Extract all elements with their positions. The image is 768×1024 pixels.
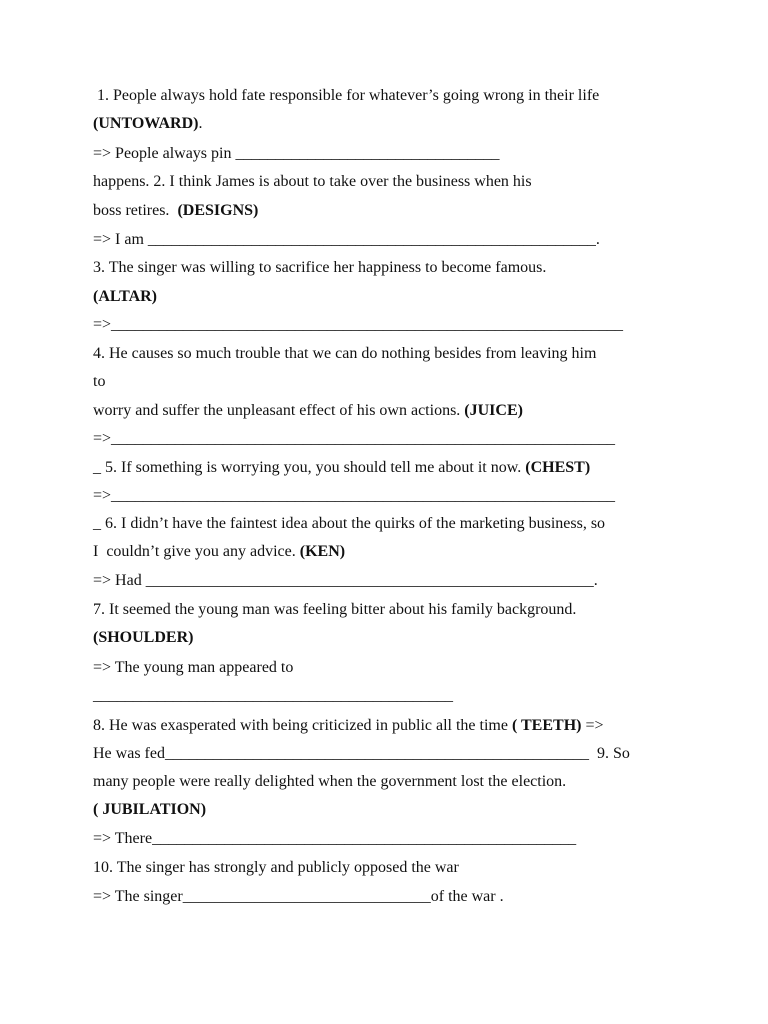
q2-keyword-line: boss retires. (DESIGNS) <box>93 202 259 219</box>
q5-line: _ 5. If something is worrying you, you should tell me about it now. (CHEST) <box>93 459 591 476</box>
keyword: (JUICE) <box>464 402 523 419</box>
q8-line: 8. He was exasperated with being criticized in public all the time ( TEETH) => <box>93 717 604 734</box>
q2-line: happens. 2. I think James is about to take over the business when his <box>93 173 532 190</box>
q9-keyword-line <box>93 801 206 819</box>
q4-line-continued: to <box>93 373 106 390</box>
q7-answer-blank: _____________________________________________ <box>93 687 453 704</box>
q7-answer-line: => The young man appeared to <box>93 659 294 676</box>
q10-answer-line: => The singer_______________________________of the war . <box>93 888 504 905</box>
q1-answer-line: => People always pin _________________________________ <box>93 145 500 162</box>
keyword: (DESIGNS) <box>177 202 259 219</box>
q4-answer-line: =>_______________________________________________________________ <box>93 430 616 447</box>
q1-line: 1. People always hold fate responsible for whatever’s going wrong in their life <box>93 87 600 104</box>
q7-line: 7. It seemed the young man was feeling bitter about his family background. <box>93 601 577 618</box>
q3-line: 3. The singer was willing to sacrifice her happiness to become famous. <box>93 259 547 276</box>
q1-keyword-line: (UNTOWARD). <box>93 115 203 132</box>
keyword: ( JUBILATION) <box>93 801 207 818</box>
q6-keyword-line: I couldn’t give you any advice. (KEN) <box>93 543 346 560</box>
q9-answer-line: => There_____________________________________________________ <box>93 830 577 847</box>
q10-line: 10. The singer has strongly and publicly opposed the war <box>93 859 459 876</box>
keyword: (ALTAR) <box>93 288 158 305</box>
q8-answer-line: He was fed_____________________________________________________ 9. So <box>93 745 630 762</box>
keyword: (KEN) <box>299 543 346 560</box>
keyword: (UNTOWARD) <box>93 115 199 132</box>
q3-answer-line: =>________________________________________________________________ <box>93 316 624 333</box>
q3-keyword-line <box>93 288 157 306</box>
q2-answer-line: => I am ________________________________________________________. <box>93 231 600 248</box>
keyword: (CHEST) <box>525 459 591 476</box>
q4-line: 4. He causes so much trouble that we can do nothing besides from leaving him <box>93 345 597 362</box>
keyword: (SHOULDER) <box>93 629 194 646</box>
q7-keyword-line <box>93 629 193 647</box>
q5-answer-line: =>_______________________________________________________________ <box>93 487 616 504</box>
keyword: ( TEETH) <box>511 717 582 734</box>
q4-keyword-line: worry and suffer the unpleasant effect of his own actions. (JUICE) <box>93 402 523 419</box>
q6-line: _ 6. I didn’t have the faintest idea about the quirks of the marketing business, so <box>93 515 606 532</box>
q6-answer-line: => Had ________________________________________________________. <box>93 572 598 589</box>
q9-line: many people were really delighted when the government lost the election. <box>93 773 567 790</box>
